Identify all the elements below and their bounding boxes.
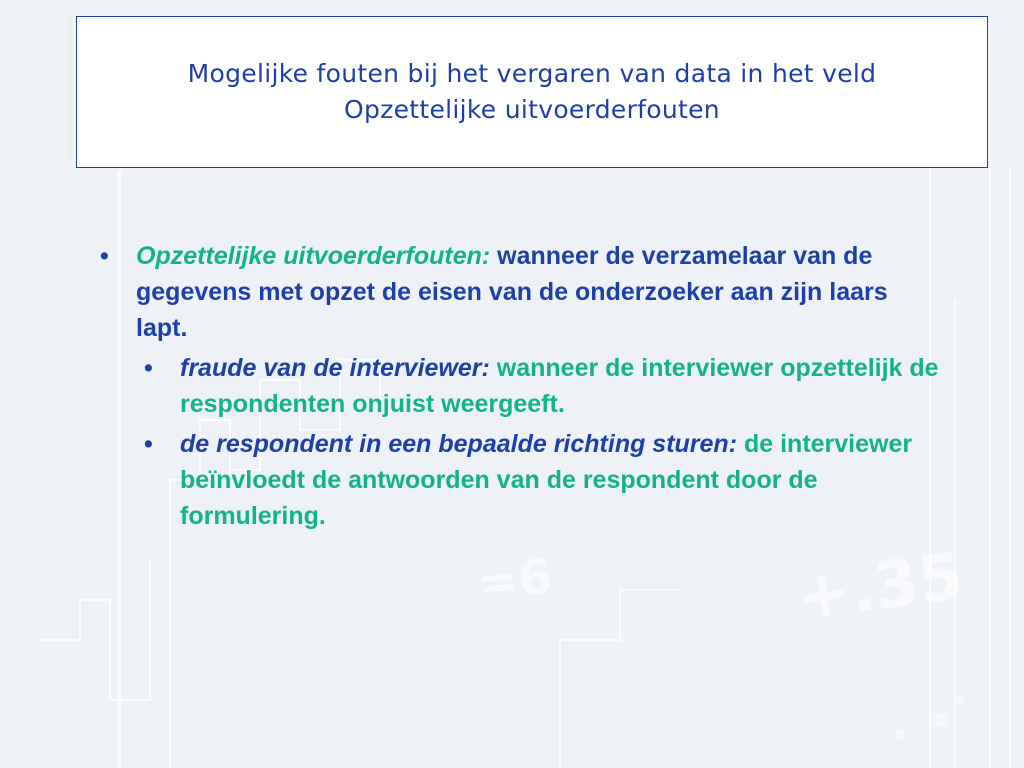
main-bullet bbox=[100, 238, 940, 346]
sub-bullet-body: de interviewer beïnvloedt de antwoorden van de respondent door de formulering. bbox=[180, 430, 913, 530]
bullet-dot: • bbox=[100, 242, 109, 270]
bullet-dot: • bbox=[144, 430, 153, 458]
sub-bullet-text bbox=[180, 350, 950, 422]
sub-bullet-item bbox=[144, 350, 960, 422]
sub-bullet-text bbox=[180, 426, 950, 534]
svg-text:=6: =6 bbox=[475, 548, 555, 612]
main-bullet-body: wanneer de verzamelaar van de gegevens met opzet de eisen van de onderzoeker aan zijn laars lapt. bbox=[136, 242, 888, 342]
slide-title: Mogelijke fouten bij het vergaren van data in het veld bbox=[187, 59, 877, 88]
sub-bullet-body: wanneer de interviewer opzettelijk de respondenten onjuist weergeeft. bbox=[180, 354, 939, 418]
main-bullet-term: Opzettelijke uitvoerderfouten: bbox=[136, 242, 491, 270]
main-bullet-text bbox=[136, 238, 936, 346]
sub-bullet-term: fraude van de interviewer: bbox=[180, 354, 490, 382]
sub-bullet-term: de respondent in een bepaalde richting sturen: bbox=[180, 430, 738, 458]
sub-bullet-item bbox=[144, 426, 960, 534]
title-box bbox=[76, 16, 988, 168]
sub-bullet-list bbox=[144, 350, 960, 534]
slide-subtitle: Opzettelijke uitvoerderfouten bbox=[344, 95, 720, 124]
svg-text:+.35: +.35 bbox=[791, 539, 968, 636]
slide-content bbox=[100, 238, 960, 538]
bullet-dot: • bbox=[144, 354, 153, 382]
